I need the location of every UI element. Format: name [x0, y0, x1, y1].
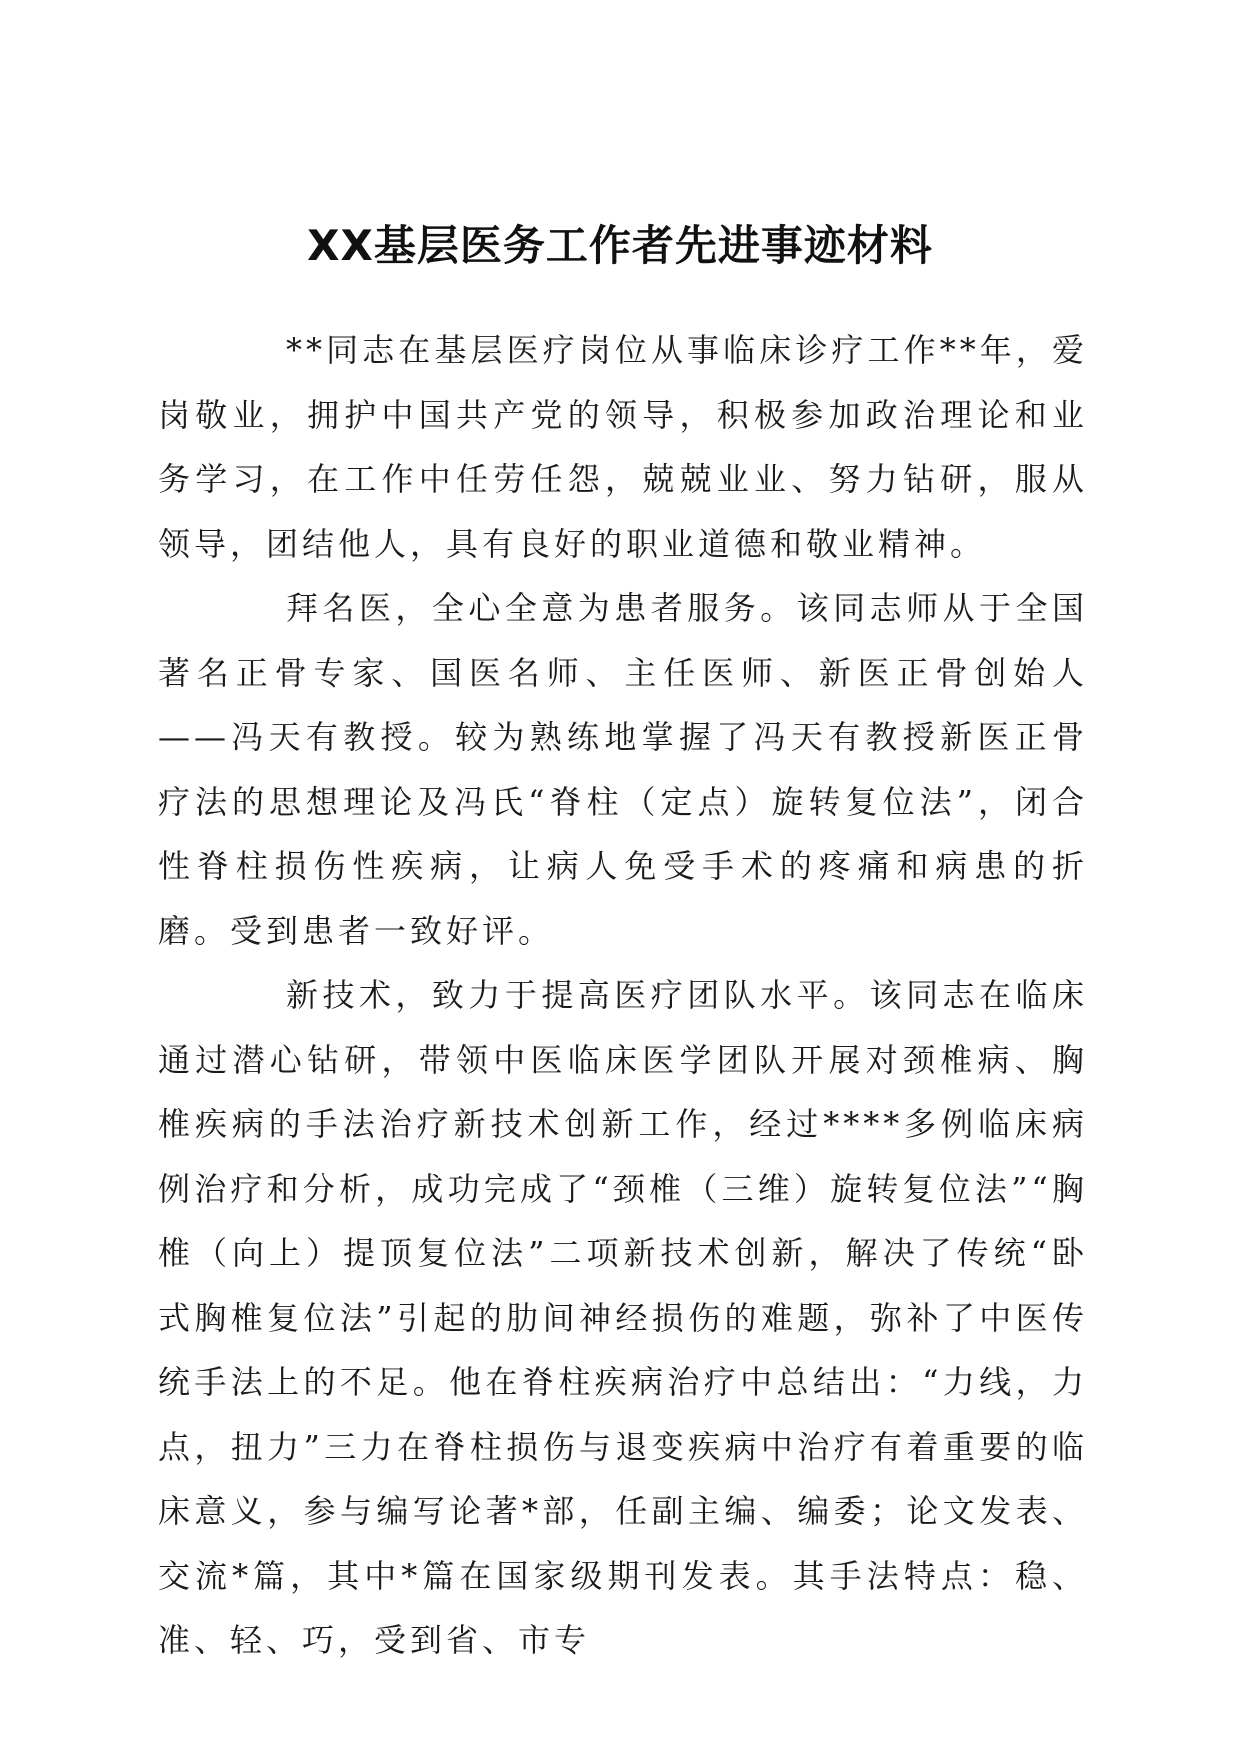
paragraph-intro: **同志在基层医疗岗位从事临床诊疗工作**年，爱岗敬业，拥护中国共产党的领导，积极参加政治理论和业务学习，在工作中任劳任怨，兢兢业业、努力钻研，服从领导，团结他人，具有良好的职业道德和敬业精神。	[158, 331, 1088, 563]
document-body	[158, 318, 1088, 1673]
paragraph-new-technology: 新技术，致力于提高医疗团队水平。该同志在临床通过潜心钻研，带领中医临床医学团队开展对颈椎病、胸椎疾病的手法治疗新技术创新工作，经过****多例临床病例治疗和分析，成功完成了“颈椎（三维）旋转复位法”“胸椎（向上）提顶复位法”二项新技术创新，解决了传统“卧式胸椎复位法”引起的肋间神经损伤的难题，弥补了中医传统手法上的不足。他在脊柱疾病治疗中总结出：“力线，力点，扭力”三力在脊柱损伤与退变疾病中治疗有着重要的临床意义，参与编写论著*部，任副主编、编委；论文发表、交流*篇，其中*篇在国家级期刊发表。其手法特点：稳、准、轻、巧，受到省、市专	[158, 976, 1088, 1659]
document-title: XX基层医务工作者先进事迹材料	[307, 221, 933, 270]
paragraph-famous-doctor: 拜名医，全心全意为患者服务。该同志师从于全国著名正骨专家、国医名师、主任医师、新医正骨创始人——冯天有教授。较为熟练地掌握了冯天有教授新医正骨疗法的思想理论及冯氏“脊柱（定点）旋转复位法”，闭合性脊柱损伤性疾病，让病人免受手术的疼痛和病患的折磨。受到患者一致好评。	[158, 589, 1088, 950]
